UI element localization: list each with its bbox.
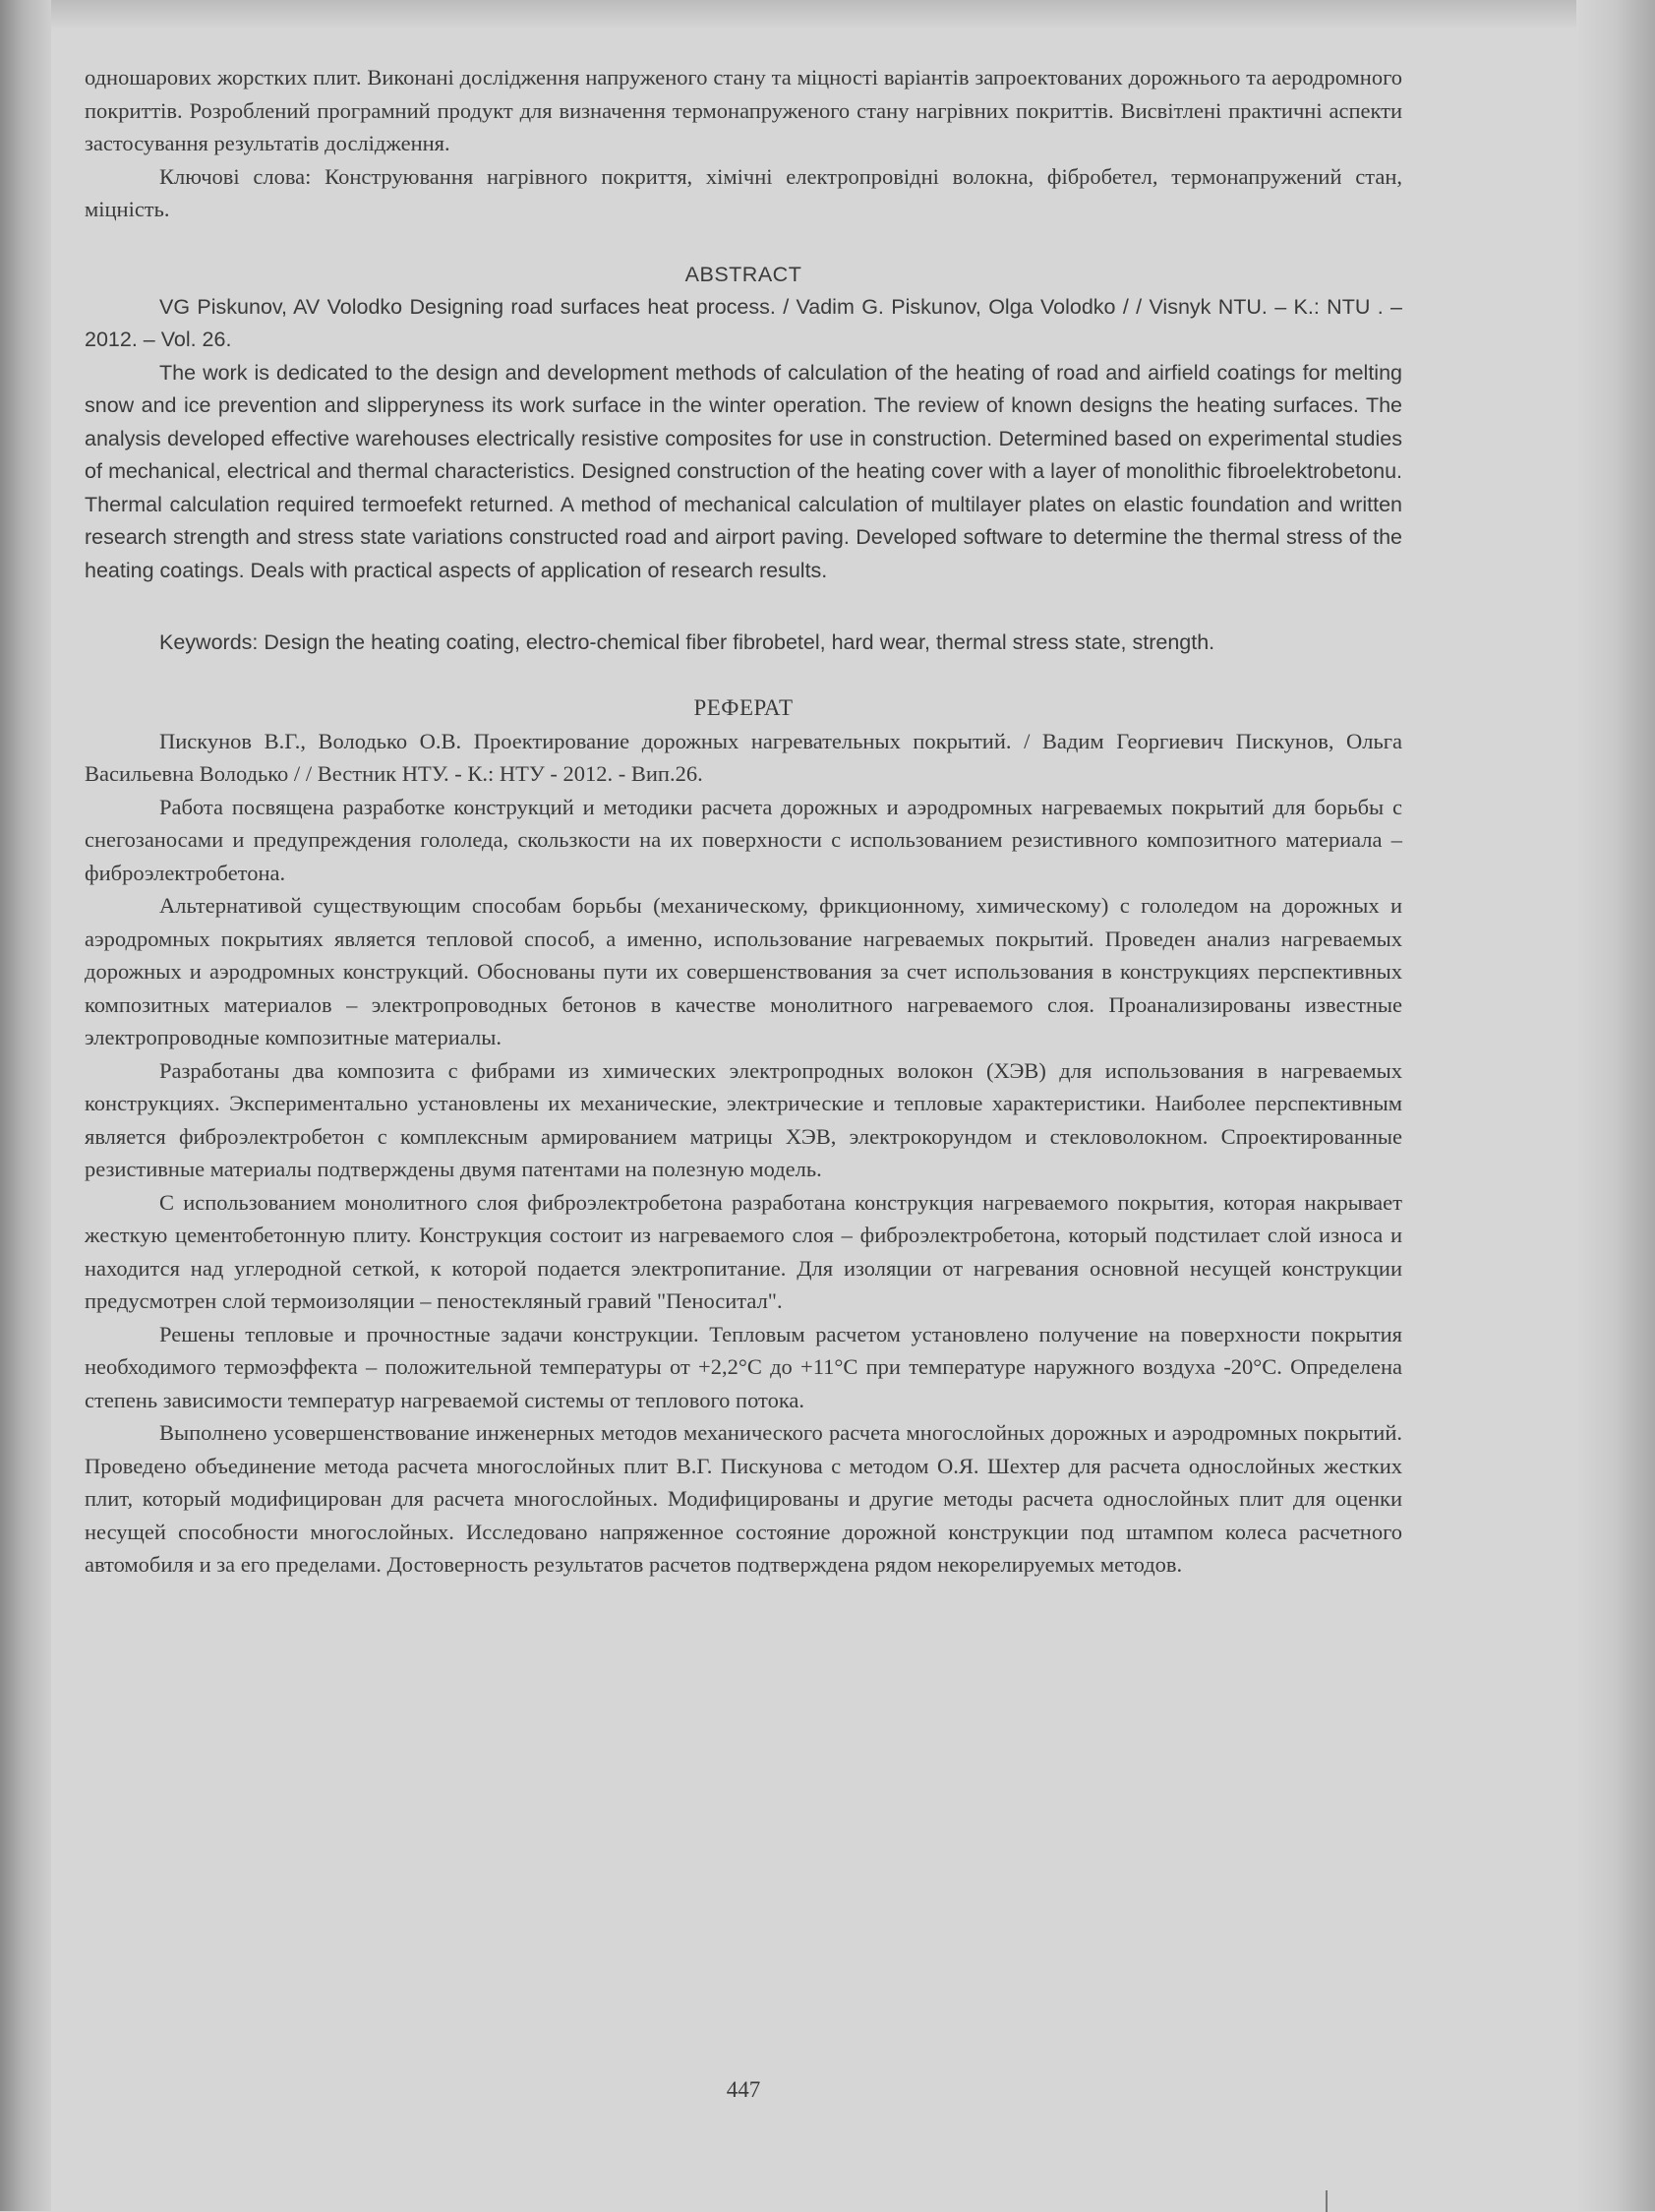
page-number: 447 (726, 2077, 761, 2102)
referat-citation: Пискунов В.Г., Володько О.В. Проектирование дорожных нагревательных покрытий. / Вадим Георгиевич Пискунов, Ольга Васильевна Володько / / Вестник НТУ. - К.: НТУ - 2012. - Вип.26. (85, 728, 1402, 786)
ukrainian-abstract-tail: одношарових жорстких плит. Виконані дослідження напруженого стану та міцності варіантів запроектованих дорожнього та аеродромного покриттів. Розроблений програмний продукт для визначення термонапруженого стану нагрівних покриттів. Висвітлені практичні аспекти застосування результатів дослідження. (85, 65, 1402, 155)
referat-heading: РЕФЕРАТ (693, 694, 794, 720)
abstract-keywords: Keywords: Design the heating coating, electro-chemical fiber fibrobetel, hard wear, thermal stress state, strength. (159, 630, 1215, 654)
referat-paragraph-1: Работа посвящена разработке конструкций и методики расчета дорожных и аэродромных нагреваемых покрытий для борьбы с снегозаносами и предупреждения гололеда, скользкости на их поверхности с использованием резистивного композитного материала – фиброэлектробетона. (85, 794, 1402, 885)
ukrainian-keywords: Ключові слова: Конструювання нагрівного покриття, хімічні електропровідні волокна, фібробетел, термонапружений стан, міцність. (85, 163, 1402, 221)
referat-paragraph-5: Решены тепловые и прочностные задачи конструкции. Тепловым расчетом установлено получение на поверхности покрытия необходимого термоэффекта – положительной температуры от +2,2°С до +11°С при температуре наружного воздуха -20°С. Определена степень зависимости температур нагреваемой системы от теплового потока. (85, 1321, 1402, 1412)
pencil-mark (1326, 2190, 1328, 2212)
abstract-body: The work is dedicated to the design and development methods of calculation of the heating of road and airfield coatings for melting snow and ice prevention and slipperyness its work surface in the winter operation. The review of known designs the heating surfaces. The analysis developed effective warehouses electrically resistive composites for use in construction. Determined based on experimental studies of mechanical, electrical and thermal characteristics. Designed construction of the heating cover with a layer of monolithic fibroelektrobetonu. Thermal calculation required termoefekt returned. A method of mechanical calculation of multilayer plates on elastic foundation and written research strength and stress state variations constructed road and airport paving. Developed software to determine the thermal stress of the heating coatings. Deals with practical aspects of application of research results. (85, 360, 1402, 582)
scan-shadow-right (1576, 0, 1655, 2211)
abstract-citation: VG Piskunov, AV Volodko Designing road surfaces heat process. / Vadim G. Piskunov, Olga Volodko / / Visnyk NTU. – K.: NTU . – 2012. – Vol. 26. (85, 294, 1402, 351)
referat-paragraph-2: Альтернативой существующим способам борьбы (механическому, фрикционному, химическому) с гололедом на дорожных и аэродромных покрытиях является тепловой способ, а именно, использование нагреваемых покрытий. Проведен анализ нагреваемых дорожных и аэродромных конструкций. Обоснованы пути их совершенствования за счет использования в конструкциях перспективных композитных материалов – электропроводных бетонов в качестве монолитного нагреваемого слоя. Проанализированы известные электропроводные композитные материалы. (85, 893, 1402, 1049)
document-page (85, 61, 1402, 2185)
abstract-heading: ABSTRACT (684, 262, 802, 286)
referat-paragraph-4: С использованием монолитного слоя фиброэлектробетона разработана конструкция нагреваемого покрытия, которая накрывает жесткую цементобетонную плиту. Конструкция состоит из нагреваемого слоя – фиброэлектробетона, который подстилает слой износа и находится над углеродной сеткой, к которой подается электропитание. Для изоляции от нагревания основной несущей конструкции предусмотрен слой термоизоляции – пеностекляный гравий "Пеноситал". (85, 1189, 1402, 1313)
referat-paragraph-6: Выполнено усовершенствование инженерных методов механического расчета многослойных дорожных и аэродромных покрытий. Проведено объединение метода расчета многослойных плит В.Г. Пискунова с методом О.Я. Шехтер для расчета однослойных жестких плит, который модифицирован для расчета многослойных. Модифицированы и другие методы расчета однослойных плит для оценки несущей способности многослойных. Исследовано напряженное состояние дорожной конструкции под штампом колеса расчетного автомобиля и за его пределами. Достоверность результатов расчетов подтверждена рядом некорелируемых методов. (85, 1420, 1402, 1577)
scan-shadow-top (0, 0, 1655, 30)
referat-paragraph-3: Разработаны два композита с фибрами из химических электропродных волокон (ХЭВ) для использования в нагреваемых конструкциях. Экспериментально установлены их механические, электрические и тепловые характеристики. Наиболее перспективным является фиброэлектробетон с комплексным армированием матрицы ХЭВ, электрокорундом и стекловолокном. Спроектированные резистивные материалы подтверждены двумя патентами на полезную модель. (85, 1057, 1402, 1181)
scan-shadow-left (0, 0, 51, 2211)
